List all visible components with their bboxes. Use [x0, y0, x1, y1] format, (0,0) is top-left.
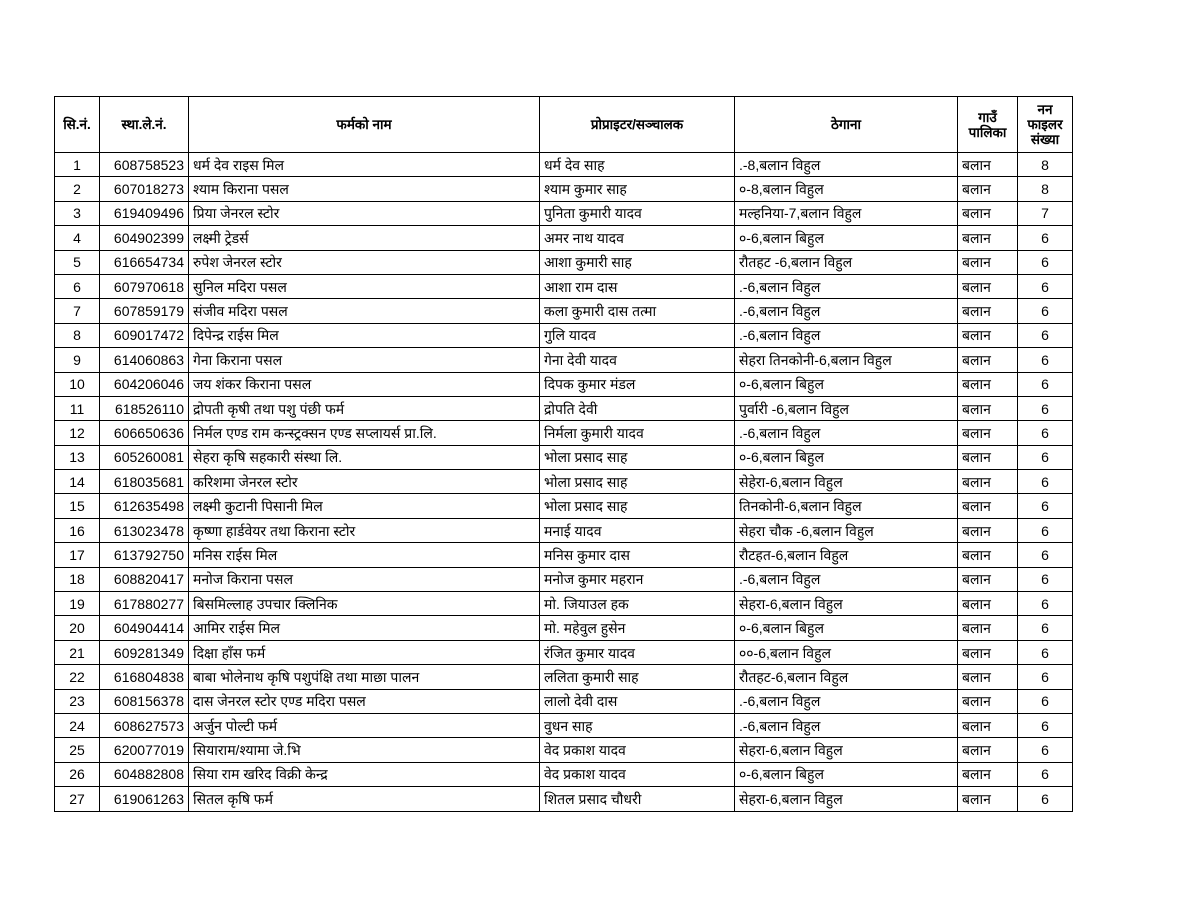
- cell-firm-name: दिपेन्द्र राईस मिल: [189, 323, 540, 347]
- cell-municipality: बलान: [958, 226, 1018, 250]
- cell-firm-name: मनिस राईस मिल: [189, 543, 540, 567]
- cell-proprietor: द्रोपति देवी: [540, 396, 735, 420]
- table-row: [55, 153, 1073, 177]
- cell-proprietor: धर्म देव साह: [540, 153, 735, 177]
- cell-municipality: बलान: [958, 738, 1018, 762]
- cell-address: सेहरा-6,बलान विहुल: [735, 738, 958, 762]
- cell-firm-name: संजीव मदिरा पसल: [189, 299, 540, 323]
- table-row: [55, 470, 1073, 494]
- cell-address: रौतहट-6,बलान विहुल: [735, 665, 958, 689]
- table-row: [55, 640, 1073, 664]
- cell-address: ००-6,बलान विहुल: [735, 640, 958, 664]
- cell-firm-name: जय शंकर किराना पसल: [189, 372, 540, 396]
- cell-address: सेहेरा-6,बलान विहुल: [735, 470, 958, 494]
- cell-address: ०-6,बलान बिहुल: [735, 372, 958, 396]
- cell-nonfiler-count: 6: [1018, 494, 1073, 518]
- cell-firm-name: धर्म देव राइस मिल: [189, 153, 540, 177]
- table-row: [55, 787, 1073, 811]
- cell-proprietor: ललिता कुमारी साह: [540, 665, 735, 689]
- cell-reg-no: 607970618: [100, 274, 189, 298]
- cell-firm-name: कृष्णा हार्डवेयर तथा किराना स्टोर: [189, 518, 540, 542]
- cell-reg-no: 609017472: [100, 323, 189, 347]
- cell-sn: 14: [55, 470, 100, 494]
- cell-reg-no: 618035681: [100, 470, 189, 494]
- cell-firm-name: लक्ष्मी ट्रेडर्स: [189, 226, 540, 250]
- table-row: [55, 250, 1073, 274]
- cell-firm-name: अर्जुन पोल्टी फर्म: [189, 713, 540, 737]
- table-row: [55, 738, 1073, 762]
- cell-proprietor: भोला प्रसाद साह: [540, 494, 735, 518]
- cell-sn: 6: [55, 274, 100, 298]
- cell-nonfiler-count: 7: [1018, 201, 1073, 225]
- cell-address: ०-8,बलान विहुल: [735, 177, 958, 201]
- cell-nonfiler-count: 6: [1018, 348, 1073, 372]
- cell-sn: 21: [55, 640, 100, 664]
- cell-firm-name: मनोज किराना पसल: [189, 567, 540, 591]
- cell-nonfiler-count: 6: [1018, 762, 1073, 786]
- cell-address: तिनकोनी-6,बलान विहुल: [735, 494, 958, 518]
- table-row: [55, 274, 1073, 298]
- cell-proprietor: वेद प्रकाश यादव: [540, 762, 735, 786]
- cell-municipality: बलान: [958, 787, 1018, 811]
- cell-nonfiler-count: 8: [1018, 177, 1073, 201]
- cell-nonfiler-count: 6: [1018, 299, 1073, 323]
- table-row: [55, 226, 1073, 250]
- cell-municipality: बलान: [958, 543, 1018, 567]
- cell-address: ०-6,बलान बिहुल: [735, 616, 958, 640]
- cell-proprietor: लालो देवी दास: [540, 689, 735, 713]
- cell-municipality: बलान: [958, 616, 1018, 640]
- cell-municipality: बलान: [958, 299, 1018, 323]
- header-proprietor: प्रोप्राइटर/सञ्चालक: [540, 97, 735, 153]
- cell-nonfiler-count: 6: [1018, 689, 1073, 713]
- cell-nonfiler-count: 6: [1018, 470, 1073, 494]
- table-row: [55, 177, 1073, 201]
- cell-address: सेहरा तिनकोनी-6,बलान विहुल: [735, 348, 958, 372]
- cell-firm-name: गेना किराना पसल: [189, 348, 540, 372]
- cell-proprietor: श्याम कुमार साह: [540, 177, 735, 201]
- table-row: [55, 689, 1073, 713]
- cell-sn: 13: [55, 445, 100, 469]
- table-row: [55, 567, 1073, 591]
- cell-sn: 5: [55, 250, 100, 274]
- cell-reg-no: 613023478: [100, 518, 189, 542]
- table-row: [55, 616, 1073, 640]
- cell-proprietor: मो. जियाउल हक: [540, 592, 735, 616]
- cell-reg-no: 608820417: [100, 567, 189, 591]
- cell-reg-no: 612635498: [100, 494, 189, 518]
- cell-proprietor: वेद प्रकाश यादव: [540, 738, 735, 762]
- cell-proprietor: गुलि यादव: [540, 323, 735, 347]
- cell-sn: 24: [55, 713, 100, 737]
- cell-firm-name: लक्ष्मी कुटानी पिसानी मिल: [189, 494, 540, 518]
- cell-reg-no: 608156378: [100, 689, 189, 713]
- cell-nonfiler-count: 6: [1018, 543, 1073, 567]
- cell-proprietor: कला कुमारी दास तत्मा: [540, 299, 735, 323]
- table-row: [55, 494, 1073, 518]
- table-row: [55, 348, 1073, 372]
- cell-sn: 12: [55, 421, 100, 445]
- cell-proprietor: रंजित कुमार यादव: [540, 640, 735, 664]
- cell-address: सेहरा-6,बलान विहुल: [735, 592, 958, 616]
- cell-address: पुर्वारी -6,बलान विहुल: [735, 396, 958, 420]
- cell-sn: 10: [55, 372, 100, 396]
- cell-firm-name: प्रिया जेनरल स्टोर: [189, 201, 540, 225]
- cell-proprietor: पुनिता कुमारी यादव: [540, 201, 735, 225]
- cell-nonfiler-count: 6: [1018, 250, 1073, 274]
- table-row: [55, 592, 1073, 616]
- cell-reg-no: 614060863: [100, 348, 189, 372]
- cell-reg-no: 613792750: [100, 543, 189, 567]
- cell-proprietor: मनोज कुमार महरान: [540, 567, 735, 591]
- cell-reg-no: 616804838: [100, 665, 189, 689]
- cell-municipality: बलान: [958, 470, 1018, 494]
- cell-proprietor: वुधन साह: [540, 713, 735, 737]
- table-row: [55, 421, 1073, 445]
- cell-sn: 11: [55, 396, 100, 420]
- cell-sn: 22: [55, 665, 100, 689]
- cell-nonfiler-count: 6: [1018, 592, 1073, 616]
- cell-nonfiler-count: 6: [1018, 567, 1073, 591]
- cell-firm-name: बाबा भोलेनाथ कृषि पशुपंक्षि तथा माछा पालन: [189, 665, 540, 689]
- header-nonfiler-count: नन फाइलर संख्या: [1018, 97, 1073, 153]
- cell-reg-no: 620077019: [100, 738, 189, 762]
- cell-firm-name: सिया राम खरिद विक्री केन्द्र: [189, 762, 540, 786]
- cell-sn: 18: [55, 567, 100, 591]
- cell-nonfiler-count: 6: [1018, 372, 1073, 396]
- cell-municipality: बलान: [958, 518, 1018, 542]
- header-firm-name: फर्मको नाम: [189, 97, 540, 153]
- cell-address: .-6,बलान विहुल: [735, 689, 958, 713]
- cell-nonfiler-count: 6: [1018, 274, 1073, 298]
- cell-reg-no: 616654734: [100, 250, 189, 274]
- table-row: [55, 323, 1073, 347]
- table-row: [55, 762, 1073, 786]
- cell-proprietor: आशा राम दास: [540, 274, 735, 298]
- cell-firm-name: श्याम किराना पसल: [189, 177, 540, 201]
- cell-nonfiler-count: 6: [1018, 445, 1073, 469]
- header-reg-no: स्था.ले.नं.: [100, 97, 189, 153]
- cell-municipality: बलान: [958, 665, 1018, 689]
- cell-reg-no: 608758523: [100, 153, 189, 177]
- cell-firm-name: सितल कृषि फर्म: [189, 787, 540, 811]
- cell-municipality: बलान: [958, 201, 1018, 225]
- cell-address: .-6,बलान विहुल: [735, 713, 958, 737]
- cell-municipality: बलान: [958, 177, 1018, 201]
- cell-reg-no: 618526110: [100, 396, 189, 420]
- cell-firm-name: निर्मल एण्ड राम कन्स्ट्रक्सन एण्ड सप्लायर्स प्रा.लि.: [189, 421, 540, 445]
- cell-address: .-6,बलान विहुल: [735, 299, 958, 323]
- cell-proprietor: अमर नाथ यादव: [540, 226, 735, 250]
- cell-reg-no: 604882808: [100, 762, 189, 786]
- cell-municipality: बलान: [958, 689, 1018, 713]
- cell-sn: 1: [55, 153, 100, 177]
- cell-address: .-8,बलान विहुल: [735, 153, 958, 177]
- cell-address: रौतहट -6,बलान विहुल: [735, 250, 958, 274]
- cell-sn: 17: [55, 543, 100, 567]
- cell-firm-name: दिक्षा हाँस फर्म: [189, 640, 540, 664]
- cell-municipality: बलान: [958, 421, 1018, 445]
- cell-nonfiler-count: 6: [1018, 616, 1073, 640]
- header-row: [55, 97, 1073, 153]
- cell-municipality: बलान: [958, 250, 1018, 274]
- cell-sn: 3: [55, 201, 100, 225]
- cell-sn: 2: [55, 177, 100, 201]
- table-row: [55, 201, 1073, 225]
- cell-proprietor: शितल प्रसाद चौधरी: [540, 787, 735, 811]
- cell-firm-name: द्रोपती कृषी तथा पशु पंछी फर्म: [189, 396, 540, 420]
- cell-address: ०-6,बलान बिहुल: [735, 226, 958, 250]
- cell-proprietor: आशा कुमारी साह: [540, 250, 735, 274]
- cell-proprietor: भोला प्रसाद साह: [540, 445, 735, 469]
- cell-municipality: बलान: [958, 445, 1018, 469]
- cell-sn: 23: [55, 689, 100, 713]
- cell-reg-no: 606650636: [100, 421, 189, 445]
- cell-firm-name: करिशमा जेनरल स्टोर: [189, 470, 540, 494]
- cell-municipality: बलान: [958, 713, 1018, 737]
- table-row: [55, 299, 1073, 323]
- cell-sn: 27: [55, 787, 100, 811]
- table-row: [55, 396, 1073, 420]
- cell-firm-name: सियाराम/श्यामा जे.भि: [189, 738, 540, 762]
- cell-address: ०-6,बलान बिहुल: [735, 445, 958, 469]
- cell-address: मल्हनिया-7,बलान विहुल: [735, 201, 958, 225]
- cell-nonfiler-count: 6: [1018, 665, 1073, 689]
- cell-address: सेहरा चौक -6,बलान विहुल: [735, 518, 958, 542]
- cell-firm-name: बिसमिल्लाह उपचार क्लिनिक: [189, 592, 540, 616]
- cell-nonfiler-count: 6: [1018, 323, 1073, 347]
- cell-municipality: बलान: [958, 567, 1018, 591]
- cell-nonfiler-count: 6: [1018, 787, 1073, 811]
- cell-reg-no: 608627573: [100, 713, 189, 737]
- cell-address: .-6,बलान विहुल: [735, 274, 958, 298]
- cell-reg-no: 604206046: [100, 372, 189, 396]
- cell-sn: 20: [55, 616, 100, 640]
- cell-reg-no: 617880277: [100, 592, 189, 616]
- cell-municipality: बलान: [958, 274, 1018, 298]
- header-municipality: गाउँ पालिका: [958, 97, 1018, 153]
- cell-address: .-6,बलान विहुल: [735, 323, 958, 347]
- cell-municipality: बलान: [958, 323, 1018, 347]
- cell-sn: 19: [55, 592, 100, 616]
- table-row: [55, 665, 1073, 689]
- cell-proprietor: मो. महेवुल हुसेन: [540, 616, 735, 640]
- cell-municipality: बलान: [958, 348, 1018, 372]
- cell-firm-name: आमिर राईस मिल: [189, 616, 540, 640]
- cell-nonfiler-count: 6: [1018, 396, 1073, 420]
- cell-municipality: बलान: [958, 640, 1018, 664]
- cell-sn: 4: [55, 226, 100, 250]
- table-row: [55, 372, 1073, 396]
- cell-reg-no: 604902399: [100, 226, 189, 250]
- cell-municipality: बलान: [958, 494, 1018, 518]
- cell-nonfiler-count: 8: [1018, 153, 1073, 177]
- header-sn: सि.नं.: [55, 97, 100, 153]
- cell-proprietor: मनाई यादव: [540, 518, 735, 542]
- table-body: [55, 153, 1073, 812]
- cell-firm-name: सुनिल मदिरा पसल: [189, 274, 540, 298]
- cell-sn: 8: [55, 323, 100, 347]
- cell-sn: 16: [55, 518, 100, 542]
- header-address: ठेगाना: [735, 97, 958, 153]
- cell-municipality: बलान: [958, 153, 1018, 177]
- cell-nonfiler-count: 6: [1018, 226, 1073, 250]
- cell-nonfiler-count: 6: [1018, 640, 1073, 664]
- table-row: [55, 518, 1073, 542]
- cell-proprietor: भोला प्रसाद साह: [540, 470, 735, 494]
- table-header: [55, 97, 1073, 153]
- cell-nonfiler-count: 6: [1018, 713, 1073, 737]
- cell-proprietor: दिपक कुमार मंडल: [540, 372, 735, 396]
- cell-municipality: बलान: [958, 372, 1018, 396]
- cell-municipality: बलान: [958, 762, 1018, 786]
- cell-address: सेहरा-6,बलान विहुल: [735, 787, 958, 811]
- table-row: [55, 543, 1073, 567]
- table-row: [55, 445, 1073, 469]
- cell-reg-no: 607859179: [100, 299, 189, 323]
- cell-sn: 15: [55, 494, 100, 518]
- cell-reg-no: 605260081: [100, 445, 189, 469]
- cell-sn: 9: [55, 348, 100, 372]
- table-row: [55, 713, 1073, 737]
- cell-municipality: बलान: [958, 592, 1018, 616]
- cell-municipality: बलान: [958, 396, 1018, 420]
- cell-firm-name: रुपेश जेनरल स्टोर: [189, 250, 540, 274]
- nonfiler-table: [54, 96, 1073, 812]
- cell-nonfiler-count: 6: [1018, 738, 1073, 762]
- cell-sn: 25: [55, 738, 100, 762]
- cell-reg-no: 609281349: [100, 640, 189, 664]
- cell-proprietor: निर्मला कुमारी यादव: [540, 421, 735, 445]
- cell-reg-no: 619061263: [100, 787, 189, 811]
- cell-reg-no: 604904414: [100, 616, 189, 640]
- cell-address: .-6,बलान विहुल: [735, 567, 958, 591]
- cell-address: ०-6,बलान बिहुल: [735, 762, 958, 786]
- cell-nonfiler-count: 6: [1018, 518, 1073, 542]
- cell-sn: 7: [55, 299, 100, 323]
- cell-reg-no: 619409496: [100, 201, 189, 225]
- cell-nonfiler-count: 6: [1018, 421, 1073, 445]
- cell-address: .-6,बलान विहुल: [735, 421, 958, 445]
- cell-sn: 26: [55, 762, 100, 786]
- cell-firm-name: दास जेनरल स्टोर एण्ड मदिरा पसल: [189, 689, 540, 713]
- cell-reg-no: 607018273: [100, 177, 189, 201]
- cell-address: रौटहत-6,बलान विहुल: [735, 543, 958, 567]
- cell-firm-name: सेहरा कृषि सहकारी संस्था लि.: [189, 445, 540, 469]
- cell-proprietor: गेना देवी यादव: [540, 348, 735, 372]
- cell-proprietor: मनिस कुमार दास: [540, 543, 735, 567]
